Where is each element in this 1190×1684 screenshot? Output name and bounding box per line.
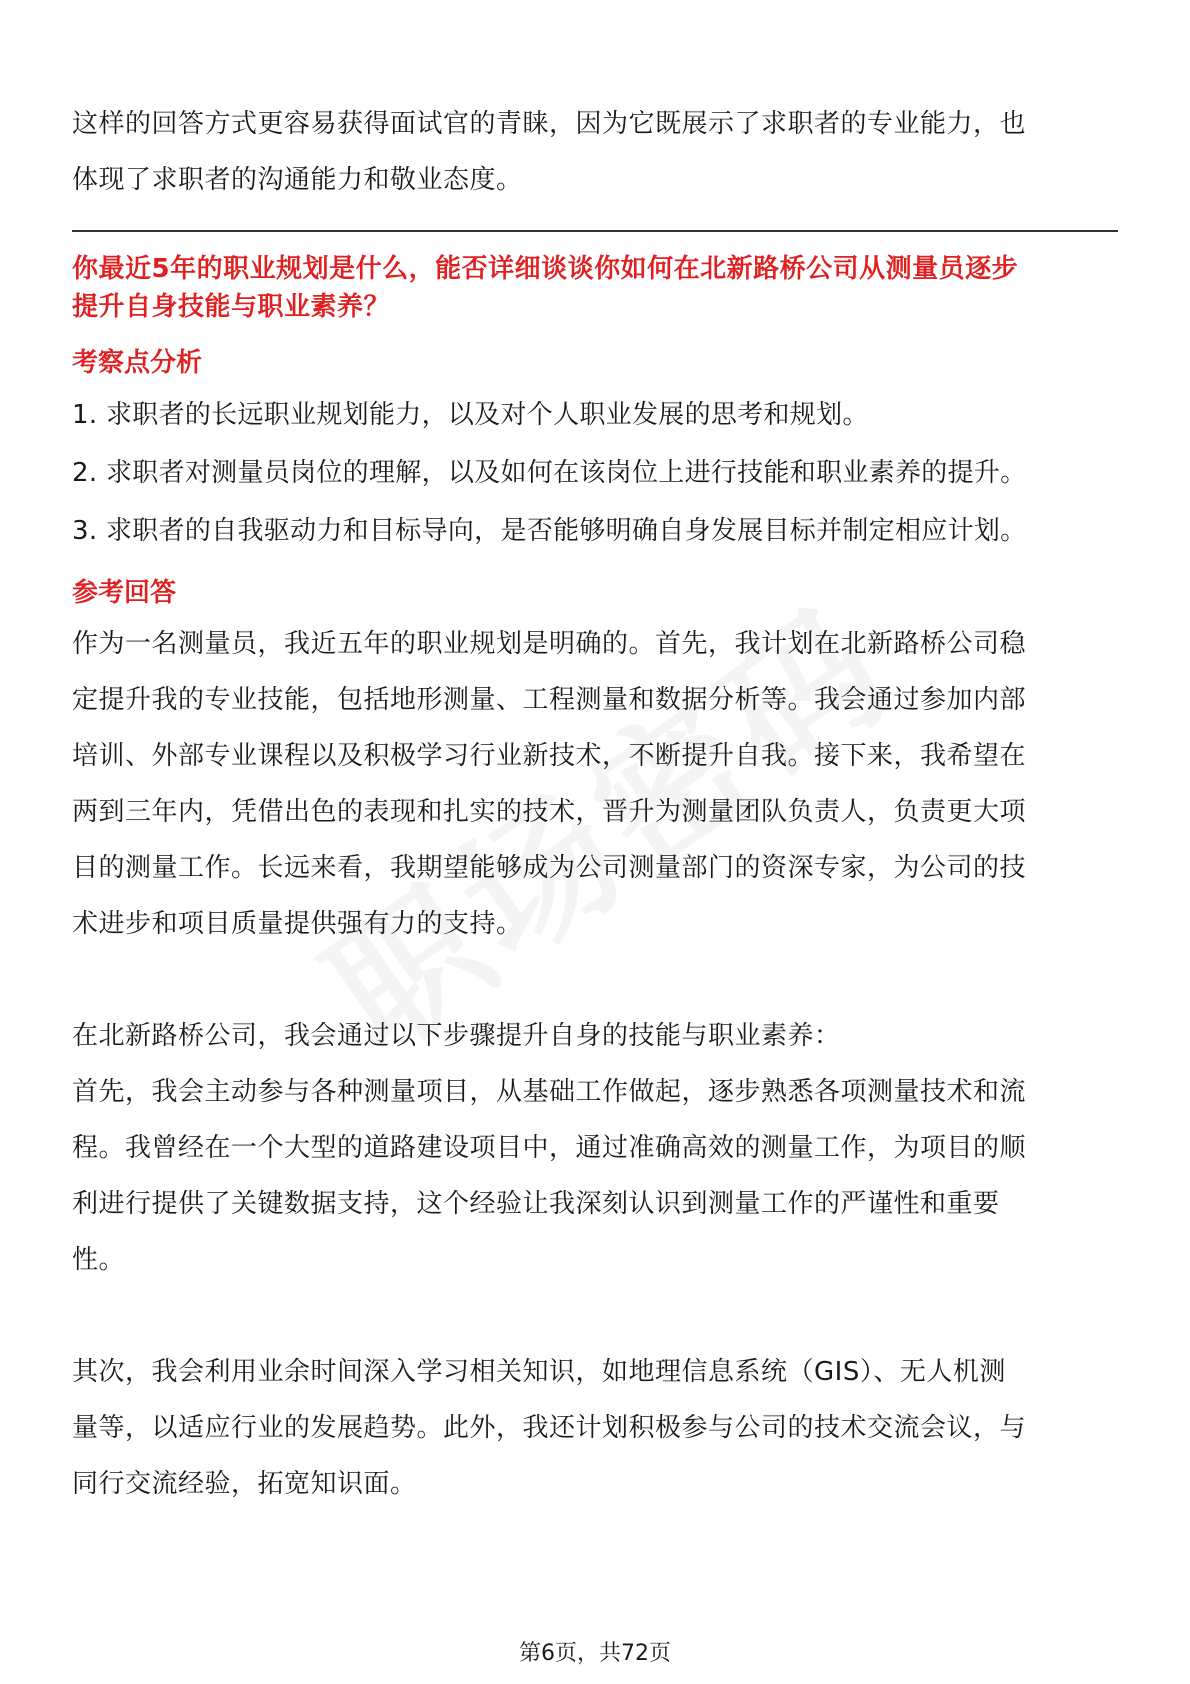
answer-line: 目的测量工作。长远来看，我期望能够成为公司测量部门的资深专家，为公司的技 [72, 853, 1027, 883]
answer-line: 利进行提供了关键数据支持，这个经验让我深刻认识到测量工作的严谨性和重要 [72, 1189, 1000, 1219]
answer-paragraph-3 [72, 1344, 1118, 1512]
page-number: 第6页，共72页 [519, 1641, 671, 1666]
paragraph-spacer [72, 1288, 1118, 1344]
analysis-item: 2. 求职者对测量员岗位的理解，以及如何在该岗位上进行技能和职业素养的提升。 [72, 458, 1027, 488]
answer-line: 性。 [72, 1245, 126, 1275]
answer-paragraph-1 [72, 616, 1118, 952]
page-content [72, 96, 1118, 1512]
answer-line: 在北新路桥公司，我会通过以下步骤提升自身的技能与职业素养： [72, 1021, 841, 1051]
answer-line: 术进步和项目质量提供强有力的支持。 [72, 909, 523, 939]
intro-line: 这样的回答方式更容易获得面试官的青睐，因为它既展示了求职者的专业能力，也 [72, 109, 1027, 139]
answer-line: 两到三年内，凭借出色的表现和扎实的技术，晋升为测量团队负责人，负责更大项 [72, 797, 1027, 827]
intro-paragraph [72, 96, 1118, 208]
answer-line: 定提升我的专业技能，包括地形测量、工程测量和数据分析等。我会通过参加内部 [72, 685, 1027, 715]
analysis-item: 1. 求职者的长远职业规划能力，以及对个人职业发展的思考和规划。 [72, 400, 869, 430]
question-line: 提升自身技能与职业素养？ [72, 292, 391, 322]
answer-heading: 参考回答 [72, 578, 177, 608]
analysis-heading: 考察点分析 [72, 348, 203, 378]
analysis-list [72, 386, 1118, 560]
answer-line: 同行交流经验，拓宽知识面。 [72, 1469, 417, 1499]
answer-line: 量等，以适应行业的发展趋势。此外，我还计划积极参与公司的技术交流会议，与 [72, 1413, 1027, 1443]
question-title [72, 250, 1118, 326]
intro-line: 体现了求职者的沟通能力和敬业态度。 [72, 165, 523, 195]
answer-line: 其次，我会利用业余时间深入学习相关知识，如地理信息系统（GIS）、无人机测 [72, 1357, 1006, 1387]
answer-line: 程。我曾经在一个大型的道路建设项目中，通过准确高效的测量工作，为项目的顺 [72, 1133, 1027, 1163]
answer-line: 培训、外部专业课程以及积极学习行业新技术，不断提升自我。接下来，我希望在 [72, 741, 1027, 771]
answer-line: 首先，我会主动参与各种测量项目，从基础工作做起，逐步熟悉各项测量技术和流 [72, 1077, 1027, 1107]
answer-line: 作为一名测量员，我近五年的职业规划是明确的。首先，我计划在北新路桥公司稳 [72, 629, 1027, 659]
paragraph-spacer [72, 952, 1118, 1008]
section-divider [72, 230, 1118, 232]
analysis-item: 3. 求职者的自我驱动力和目标导向，是否能够明确自身发展目标并制定相应计划。 [72, 516, 1027, 546]
question-line: 你最近5年的职业规划是什么，能否详细谈谈你如何在北新路桥公司从测量员逐步 [72, 254, 1019, 284]
answer-paragraph-2 [72, 1008, 1118, 1288]
